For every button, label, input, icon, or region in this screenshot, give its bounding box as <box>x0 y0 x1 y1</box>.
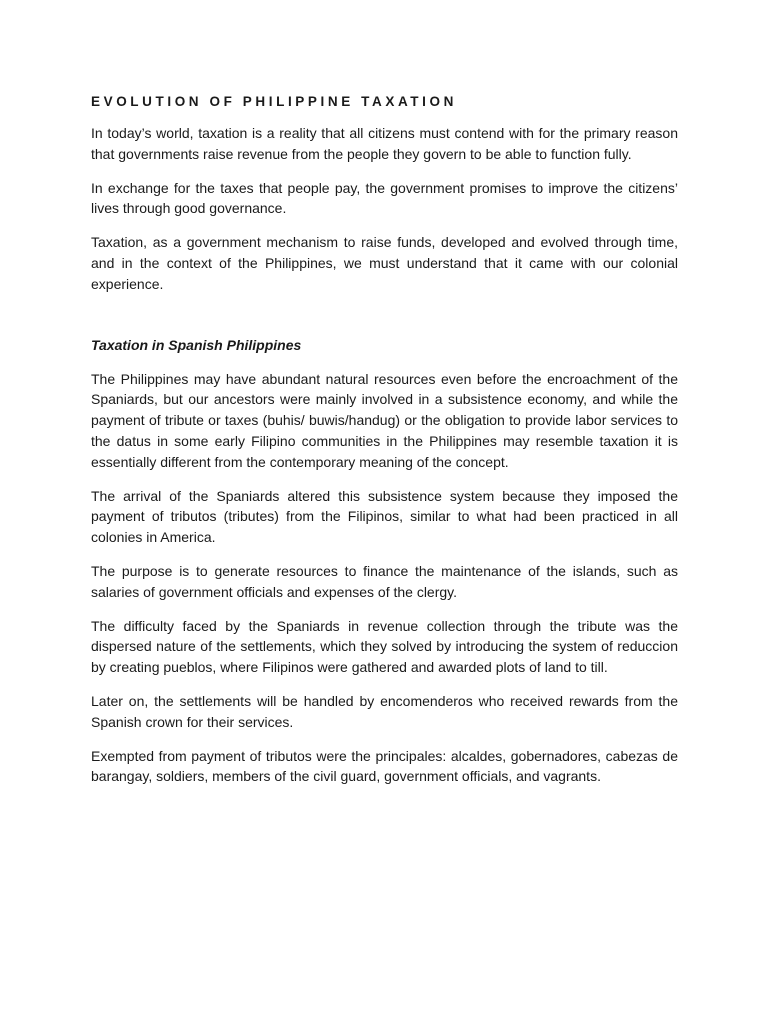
intro-paragraph-2: In exchange for the taxes that people pay, the government promises to improve the citizens’ lives through good governance. <box>91 179 678 217</box>
section-paragraph-2: The arrival of the Spaniards altered this subsistence system because they imposed the payment of tributos (tributes) from the Filipinos, similar to what had been practiced in all colonies in America. <box>91 487 678 546</box>
intro-paragraph-3: Taxation, as a government mechanism to raise funds, developed and evolved through time, and in the context of the Philippines, we must understand that it came with our colonial experience. <box>91 234 678 292</box>
section-paragraph-5: Later on, the settlements will be handled by encomenderos who received rewards from the Spanish crown for their services. <box>91 692 678 730</box>
section-paragraph-6: Exempted from payment of tributos were the principales: alcaldes, gobernadores, cabezas de barangay, soldiers, members of the civil guard, government officials, and vagrants. <box>91 747 678 785</box>
section-paragraph-4: The difficulty faced by the Spaniards in revenue collection through the tribute was the dispersed nature of the settlements, which they solved by introducing the system of reduccion by creating pueblos, where Filipinos were gathered and awarded plots of land to till. <box>91 617 678 676</box>
section-paragraph-1: The Philippines may have abundant natural resources even before the encroachment of the Spaniards, but our ancestors were mainly involved in a subsistence economy, and while the payment of tribute or taxes (buhis/ buwis/handug) or the obligation to provide labor services to the datus in some early Filipino communities in the Philippines may resemble taxation it is essentially different from the contemporary meaning of the concept. <box>91 370 678 470</box>
section-paragraph-3: The purpose is to generate resources to finance the maintenance of the islands, such as salaries of government officials and expenses of the clergy. <box>91 562 678 600</box>
intro-paragraph-1: In today’s world, taxation is a reality that all citizens must contend with for the primary reason that governments raise revenue from the people they govern to be able to function fully. <box>91 125 678 162</box>
document-body <box>91 93 678 800</box>
section-heading: Taxation in Spanish Philippines <box>91 336 302 353</box>
document-title: EVOLUTION OF PHILIPPINE TAXATION <box>91 94 457 109</box>
